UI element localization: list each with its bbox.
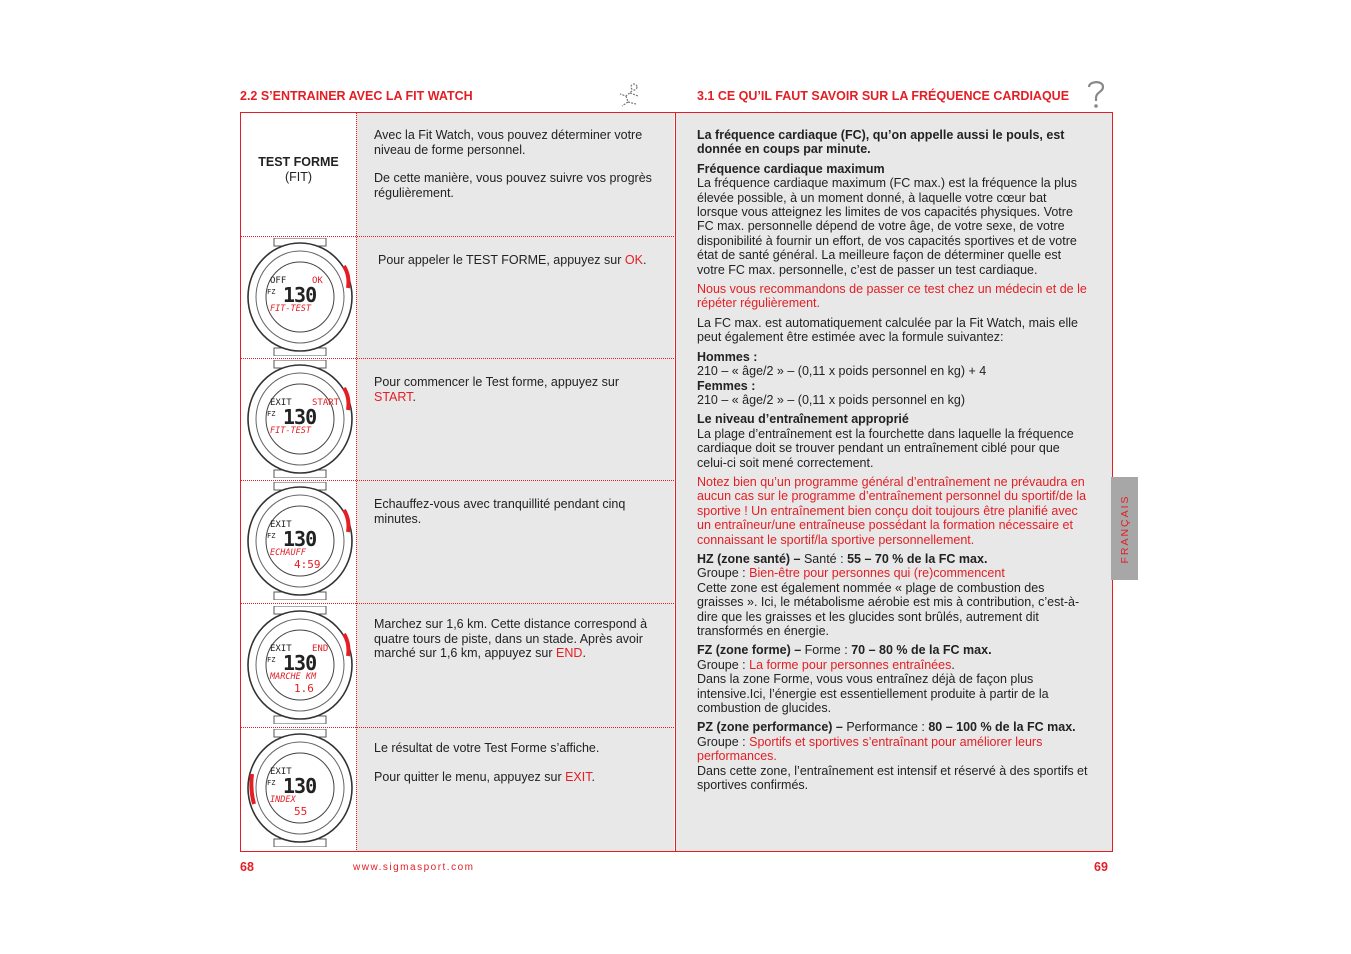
max-hr-title: Fréquence cardiaque maximum	[697, 161, 885, 176]
heart-rate-article	[697, 128, 1089, 797]
level-title: Le niveau d’entraînement approprié	[697, 412, 909, 427]
watch-illustration	[246, 482, 354, 600]
exit-paragraph: Pour quitter le menu, appuyez sur EXIT.	[374, 769, 595, 784]
watch-heart-rate: 130	[283, 774, 317, 798]
row2-text: Pour appeler le TEST FORME, appuyez sur OK.	[378, 253, 647, 267]
center-divider	[675, 112, 676, 852]
progress-paragraph: De cette manière, vous pouvez suivre vos progrès régulièrement.	[374, 171, 652, 200]
fz-zone: FZ (zone forme) – Forme : 70 – 80 % de la FC max. Groupe : La forme pour personnes entraînées. Dans la zone Forme, vous vous entraînez déjà de façon plus intensive.Ici, l’énergie est essentiellement produite à partir de la combustion de glucides.	[697, 643, 1049, 716]
max-hr-warning: Nous vous recommandons de passer ce test chez un médecin et de le répéter régulièrement.	[697, 282, 1087, 311]
fit-sublabel: (FIT)	[284, 170, 313, 184]
key-start: START	[374, 389, 413, 404]
watch-heart-rate: 130	[283, 651, 317, 675]
watch-zone-label: FZ	[267, 410, 276, 418]
row1-text	[374, 128, 662, 214]
watch-top-left-label: EXIT	[270, 520, 292, 530]
watch-zone-label: FZ	[267, 532, 276, 540]
watch-heart-rate: 130	[283, 405, 317, 429]
watch-heart-rate: 130	[283, 527, 317, 551]
section-label	[241, 155, 356, 185]
watch-top-right-label: START	[312, 398, 340, 408]
watch-top-left-label: EXIT	[270, 644, 292, 654]
watch-value: 4:59	[294, 558, 321, 571]
watch-value: 55	[294, 805, 308, 818]
watch-zone-label: FZ	[267, 656, 276, 664]
level-text: La plage d’entraînement est la fourchette dans laquelle la fréquence cardiaque doit se trouver pendant un entraînement ciblé pour que celui-ci soit mené correctement.	[697, 426, 1074, 470]
runner-icon	[612, 82, 646, 108]
result-paragraph: Le résultat de votre Test Forme s’affiche.	[374, 741, 600, 755]
watch-top-left-label: EXIT	[270, 398, 292, 408]
watch-value: 1.6	[294, 682, 314, 695]
intro-bold: La fréquence cardiaque (FC), qu’on appelle aussi le pouls, est donnée en coups par minute.	[697, 128, 1065, 157]
women-formula: 210 – « âge/2 » – (0,11 x poids personnel en kg)	[697, 392, 966, 407]
max-hr-text: La fréquence cardiaque maximum (FC max.) est la fréquence la plus élevée possible, à un moment donné, à laquelle votre cœur bat lorsque vous atteignez les limites de vos capacités physiques. Votre FC max. personnelle dépend de votre âge, de votre sexe, de votre disponibilité à fournir un effort, de vos capacités sportives et de votre état de santé général. La meilleure façon de déterminer quelle est votre FC max. personnelle, c’est de passer un test cardiaque.	[697, 176, 1078, 277]
left-section-title: 2.2 S’ENTRAINER AVEC LA FIT WATCH	[240, 89, 473, 103]
watch-mode-label: INDEX	[270, 795, 296, 805]
watch-top-left-label: OFF	[270, 276, 287, 286]
watch-mode-label: ECHAUFF	[270, 548, 306, 558]
watch-heart-rate: 130	[283, 283, 317, 307]
watch-illustration	[246, 729, 354, 847]
level-warning: Notez bien qu’un programme général d’entraînement ne prévaudra en aucun cas sur le programme d’entraînement personnel du sportif/de la sportive ! Un entraînement bien conçu doit toujours être planifié avec un entraîneur/une entraîneuse possédant la formation nécessaire et connaissant le sportif/la sportive personnellement.	[697, 474, 1087, 547]
watch-zone-label: FZ	[267, 779, 276, 787]
language-tab[interactable]: FRANÇAIS	[1111, 477, 1138, 580]
test-forme-label: TEST FORME	[258, 155, 339, 169]
men-formula: 210 – « âge/2 » – (0,11 x poids personnel en kg) + 4	[697, 364, 987, 379]
page-number-left: 68	[240, 860, 254, 874]
right-section-title: 3.1 CE QU’IL FAUT SAVOIR SUR LA FRÉQUENCE CARDIAQUE	[697, 89, 1070, 103]
row-divider	[240, 603, 674, 604]
intro-paragraph: Avec la Fit Watch, vous pouvez déterminer votre niveau de forme personnel.	[374, 128, 643, 157]
row-divider	[240, 480, 674, 481]
watch-zone-label: FZ	[267, 288, 276, 296]
row-divider	[240, 236, 674, 237]
column-divider	[356, 112, 357, 852]
watch-mode-label: FIT-TEST	[270, 304, 311, 314]
formula-intro: La FC max. est automatiquement calculée par la Fit Watch, mais elle peut également être estimée avec la formule suivantez:	[697, 315, 1078, 345]
key-exit: EXIT	[565, 769, 592, 784]
footer-url[interactable]: www.sigmasport.com	[353, 862, 475, 873]
row4-text: Echauffez-vous avec tranquillité pendant cinq minutes.	[374, 497, 626, 526]
hz-zone: HZ (zone santé) – Santé : 55 – 70 % de la FC max. Groupe : Bien-être pour personnes qui (re)commencent Cette zone est également nommée « plage de combustion des graisses ». Ici, le métabolisme aérobie est mis à contribution, c’est-à-dire que les graisses et les glucides sont brûlés, autrement dit transformés en énergie.	[697, 551, 1080, 638]
watch-illustration	[246, 238, 354, 356]
men-label: Hommes :	[697, 349, 758, 364]
watch-illustration	[246, 606, 354, 724]
row5-text: Marchez sur 1,6 km. Cette distance correspond à quatre tours de piste, dans un stade. Après avoir marché sur 1,6 km, appuyez sur END.	[374, 617, 648, 660]
watch-mode-label: MARCHE KM	[270, 672, 317, 682]
row6-text	[374, 741, 662, 798]
row3-text: Pour commencer le Test forme, appuyez sur START.	[374, 375, 620, 404]
row-divider	[240, 358, 674, 359]
key-end: END	[556, 646, 583, 660]
watch-illustration	[246, 360, 354, 478]
pz-zone: PZ (zone performance) – Performance : 80 – 100 % de la FC max. Groupe : Sportifs et sportives s’entraînant pour améliorer leurs performances. Dans cette zone, l’entraînement est intensif et réservé à des sportifs et sportives confirmés.	[697, 720, 1088, 793]
watch-top-right-label: OK	[312, 276, 323, 286]
watch-mode-label: FIT-TEST	[270, 426, 311, 436]
key-ok: OK	[624, 253, 643, 267]
watch-top-right-label: END	[312, 644, 329, 654]
row-divider	[240, 727, 674, 728]
women-label: Femmes :	[697, 378, 756, 393]
page-number-right: 69	[1094, 860, 1108, 874]
question-mark-icon	[1083, 78, 1109, 110]
watch-top-left-label: EXIT	[270, 767, 292, 777]
